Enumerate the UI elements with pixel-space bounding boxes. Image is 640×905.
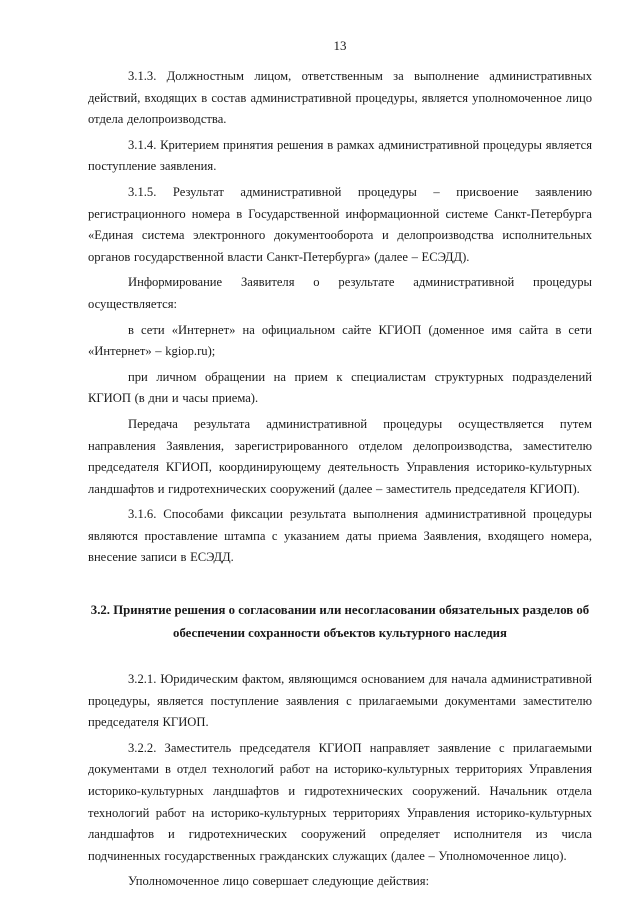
paragraph-3-1-3: 3.1.3. Должностным лицом, ответственным за выполнение административных действий, входящих в состав административной процедуры, является уполномоченное лицо отдела делопроизводства.: [88, 69, 592, 127]
paragraph-3-2-1: 3.2.1. Юридическим фактом, являющимся основанием для начала административной процедуры, является поступление заявления с прилагаемыми документами заместителю председателя КГИОП.: [88, 672, 592, 730]
paragraph-internet: в сети «Интернет» на официальном сайте КГИОП (доменное имя сайта в сети «Интернет» – kgiop.ru);: [88, 322, 592, 359]
paragraph-authorized-actions: Уполномоченное лицо совершает следующие действия:: [128, 874, 430, 889]
page-number: 13: [333, 38, 347, 53]
paragraph-3-1-4: 3.1.4. Критерием принятия решения в рамках административной процедуры является поступление заявления.: [88, 137, 592, 174]
paragraph-3-2-2: 3.2.2. Заместитель председателя КГИОП направляет заявление с прилагаемыми документами в отдел технологий работ на историко-культурных территориях Управления историко-культурных ландшафтов и гидротехнических сооружений. Начальник отдела технологий работ на историко-культурных территориях Управления историко-культурных ландшафтов и гидротехнических сооружений определяет исполнителя из числа подчиненных государственных гражданских служащих (далее – Уполномоченное лицо).: [88, 740, 592, 863]
paragraph-informing: Информирование Заявителя о результате административной процедуры осуществляется:: [88, 275, 592, 311]
paragraph-personal-visit: при личном обращении на прием к специалистам структурных подразделений КГИОП (в дни и часы приема).: [88, 369, 592, 406]
paragraph-transfer: Передача результата административной процедуры осуществляется путем направления Заявления, зарегистрированного отделом делопроизводства, заместителю председателя КГИОП, координирующему деятельность Управления историко-культурных ландшафтов и гидротехнических сооружений (далее – заместитель председателя КГИОП).: [88, 416, 592, 496]
section-heading-3-2: 3.2. Принятие решения о согласовании или несогласовании обязательных разделов об обеспечении сохранности объектов культурного наследия: [90, 603, 590, 641]
paragraph-3-1-6: 3.1.6. Способами фиксации результата выполнения административной процедуры являются проставление штампа с указанием даты приема Заявления, входящего номера, внесение записи в ЕСЭДД.: [88, 507, 592, 565]
paragraph-3-1-5: 3.1.5. Результат административной процедуры – присвоение заявлению регистрационного номера в Государственной информационной системе Санкт-Петербурга «Единая система электронного документооборота и делопроизводства исполнительных органов государственной власти Санкт-Петербурга» (далее – ЕСЭДД).: [88, 184, 592, 264]
